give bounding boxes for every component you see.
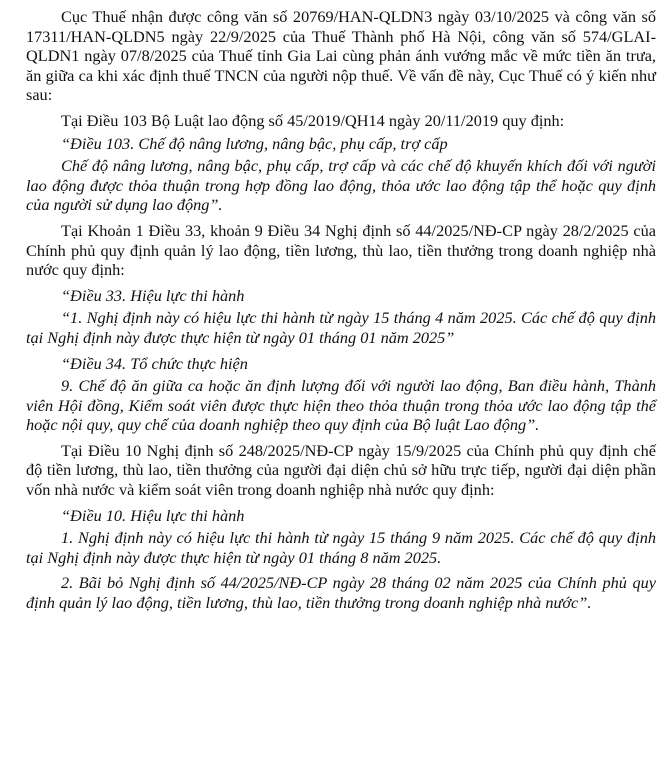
quote-decree-248-article-10-item-2: 2. Bãi bỏ Nghị định số 44/2025/NĐ-CP ngày 28 tháng 02 năm 2025 của Chính phủ quy định quản lý lao động, tiền lương, thù lao, tiền thưởng trong doanh nghiệp nhà nước”.	[26, 573, 656, 613]
quote-decree-248-article-10-title: “Điều 10. Hiệu lực thi hành	[61, 505, 245, 525]
quote-labor-code-article-103-title: “Điều 103. Chế độ nâng lương, nâng bậc, phụ cấp, trợ cấp	[61, 133, 448, 153]
quote-decree-44-article-34-body: 9. Chế độ ăn giữa ca hoặc ăn định lượng đối với người lao động, Ban điều hành, Thành viên Hội đồng, Kiểm soát viên được thực hiện theo thỏa thuận trong thỏa ước lao động tập thể hoặc nội quy, quy chế của doanh nghiệp theo quy định của Bộ luật Lao động”.	[26, 376, 656, 435]
paragraph-decree-44-reference: Tại Khoản 1 Điều 33, khoản 9 Điều 34 Nghị định số 44/2025/NĐ-CP ngày 28/2/2025 của Chính phủ quy định quản lý lao động, tiền lương, thù lao, tiền thưởng trong doanh nghiệp nhà nước quy định:	[26, 220, 656, 280]
paragraph-intro: Cục Thuế nhận được công văn số 20769/HAN-QLDN3 ngày 03/10/2025 và công văn số 17311/HAN-QLDN5 ngày 22/9/2025 của Thuế Thành phố Hà Nội, công văn số 574/GLAI-QLDN1 ngày 07/8/2025 của Thuế tỉnh Gia Lai cùng phản ánh vướng mắc về mức tiền ăn trưa, ăn giữa ca khi xác định thuế TNCN của người nộp thuế. Về vấn đề này, Cục Thuế có ý kiến như sau:	[26, 7, 656, 105]
quote-decree-44-article-33-body: “1. Nghị định này có hiệu lực thi hành từ ngày 15 tháng 4 năm 2025. Các chế độ quy định tại Nghị định này được thực hiện từ ngày 01 tháng 01 năm 2025”	[26, 308, 656, 347]
quote-decree-248-article-10-item-1: 1. Nghị định này có hiệu lực thi hành từ ngày 15 tháng 9 năm 2025. Các chế độ quy định tại Nghị định này được thực hiện từ ngày 01 tháng 8 năm 2025.	[26, 528, 656, 567]
quote-labor-code-article-103-body: Chế độ nâng lương, nâng bậc, phụ cấp, trợ cấp và các chế độ khuyến khích đối với người lao động được thỏa thuận trong hợp đồng lao động, thỏa ước lao động tập thể hoặc quy định của người sử dụng lao động”.	[26, 156, 656, 215]
document-body	[26, 7, 656, 619]
quote-decree-44-article-33-title: “Điều 33. Hiệu lực thi hành	[61, 285, 245, 305]
paragraph-decree-248-reference: Tại Điều 10 Nghị định số 248/2025/NĐ-CP ngày 15/9/2025 của Chính phủ quy định chế độ tiền lương, thù lao, tiền thưởng của người đại diện chủ sở hữu trực tiếp, người đại diện phần vốn nhà nước và kiểm soát viên trong doanh nghiệp nhà nước quy định:	[26, 440, 656, 500]
paragraph-labor-code-reference: Tại Điều 103 Bộ Luật lao động số 45/2019/QH14 ngày 20/11/2019 quy định:	[61, 110, 565, 130]
quote-decree-44-article-34-title: “Điều 34. Tổ chức thực hiện	[61, 353, 248, 373]
